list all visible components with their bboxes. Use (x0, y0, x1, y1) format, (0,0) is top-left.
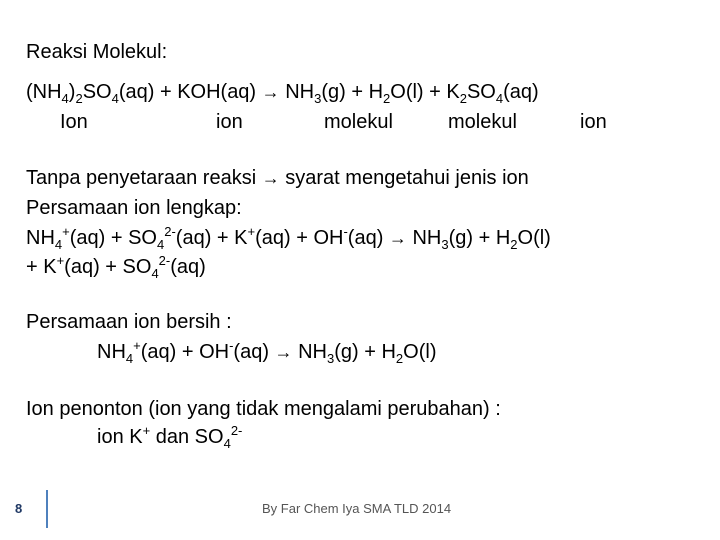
heading-reaksi-molekul: Reaksi Molekul: (26, 41, 168, 63)
page-number: 8 (15, 501, 23, 516)
species-label-4: molekul (448, 111, 517, 133)
note-line: Tanpa penyetaraan reaksi → syarat mengetahui jenis ion (26, 167, 529, 189)
net-ionic-equation: $NH_4^+(aq) + OH^-(aq) \to NH_3(g) + H_2O(l)$ (97, 338, 437, 366)
spectator-title: Ion penonton (ion yang tidak mengalami perubahan) : (26, 398, 501, 420)
species-label-1: Ion (60, 111, 88, 133)
arrow-right-icon: → (388, 228, 407, 248)
full-ionic-title: Persamaan ion lengkap: (26, 197, 242, 219)
full-ionic-line-2: + $K^+(aq) + SO_4^{2-}(aq)$ (26, 253, 206, 281)
accent-divider (46, 490, 48, 528)
net-ionic-title: Persamaan ion bersih : (26, 311, 232, 333)
spectator-ions: ion K+ dan $SO_4^{2-}$ (97, 423, 243, 451)
molecular-equation: $(NH_4)_2SO_4(aq) + KOH(aq) \to NH_3(g) + H_2O(l) + K_2SO_4(aq)$ (26, 81, 539, 106)
full-ionic-line-1: $NH_4^+(aq) + SO_4^{2-}(aq) + K^+(aq) + OH^-(aq) \to NH_3(g) + H_2O(l)$ (26, 224, 551, 252)
species-label-5: ion (580, 111, 607, 133)
arrow-right-icon: → (261, 82, 280, 102)
footer-credit: By Far Chem Iya SMA TLD 2014 (262, 501, 452, 516)
arrow-right-icon: → (261, 168, 280, 188)
species-label-2: ion (216, 111, 243, 133)
species-label-3: molekul (324, 111, 393, 133)
arrow-right-icon: → (274, 342, 293, 362)
